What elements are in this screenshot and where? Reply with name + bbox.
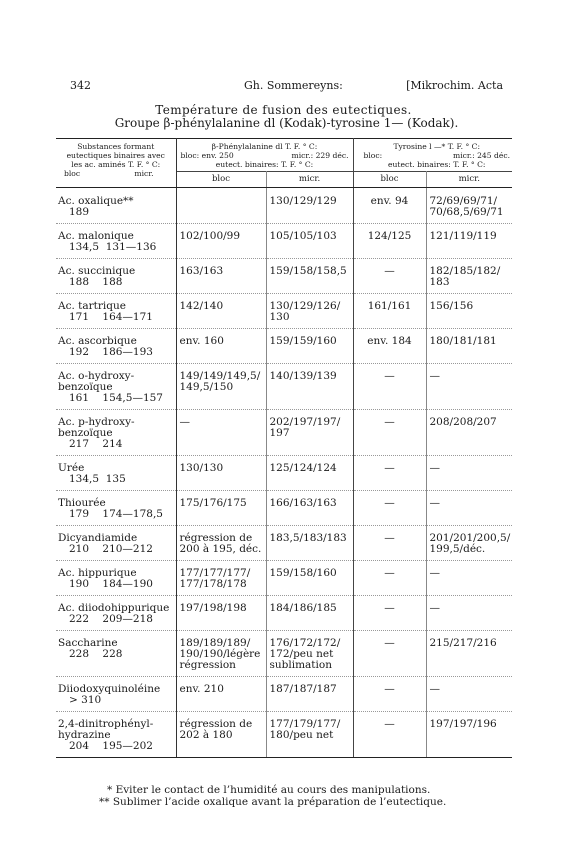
substance-name: Ac. succinique <box>58 265 136 277</box>
substance-temps: 204 195—202 <box>69 740 153 752</box>
substance-temps: 228 228 <box>69 648 123 660</box>
table-row <box>56 561 512 596</box>
substance-temps: 179 174—178,5 <box>69 508 163 520</box>
substance-temps: 188 188 <box>69 276 123 288</box>
phenylalanine-bloc-value: env. 210 <box>176 677 266 712</box>
phenylalanine-micr-value: 183,5/183/183 <box>266 526 353 561</box>
phenylalanine-bloc-value <box>176 188 266 224</box>
substance-temps: 171 164—171 <box>69 311 153 323</box>
substance-name: benzoïque <box>58 381 113 393</box>
phenylalanine-micr-value: 159/158/160 <box>266 561 353 596</box>
tyrosine-micr-value: 121/119/119 <box>426 224 512 259</box>
table-subtitle: Groupe β-phénylalanine dl (Kodak)-tyrosine 1— (Kodak). <box>114 116 459 130</box>
phenylalanine-bloc-value: — <box>176 410 266 456</box>
substance-name: Ac. malonique <box>58 230 134 242</box>
substance-name: hydrazine <box>58 729 111 741</box>
tyrosine-bloc-value: — <box>353 410 426 456</box>
running-author: Gh. Sommereyns: <box>244 79 343 92</box>
tyrosine-bloc-value: env. 94 <box>353 188 426 224</box>
substance-temps: 210 210—212 <box>69 543 153 555</box>
page-number: 342 <box>70 79 91 92</box>
table-row <box>56 677 512 712</box>
table-row <box>56 526 512 561</box>
tyrosine-bloc-value: 124/125 <box>353 224 426 259</box>
phenylalanine-bloc-value: env. 160 <box>176 329 266 364</box>
phenylalanine-eutect: eutect. binaires: T. F. ° C: <box>215 160 314 169</box>
table-row <box>56 364 512 410</box>
substance-cell <box>56 712 176 758</box>
tyrosine-bloc-value: env. 184 <box>353 329 426 364</box>
substance-cell <box>56 561 176 596</box>
phenylalanine-bloc-value: 102/100/99 <box>176 224 266 259</box>
tyrosine-micr-value: — <box>426 677 512 712</box>
substance-temps: 134,5 131—136 <box>69 241 157 253</box>
phenylalanine-bloc-value: 197/198/198 <box>176 596 266 631</box>
phenylalanine-micr-value: 159/158/158,5 <box>266 259 353 294</box>
substances-header-subcols <box>56 169 176 178</box>
tyrosine-eutect: eutect. binaires: T. F. ° C: <box>388 160 486 169</box>
phenylalanine-bloc-value: 142/140 <box>176 294 266 329</box>
substance-cell <box>56 410 176 456</box>
substance-cell <box>56 188 176 224</box>
tyrosine-header <box>353 139 512 172</box>
tyrosine-micr-value: 197/197/196 <box>426 712 512 758</box>
substance-name: Urée <box>58 462 85 474</box>
substance-name: Ac. diiodohippurique <box>58 602 170 614</box>
eutectic-table <box>56 138 512 758</box>
bloc-label: bloc <box>64 169 81 178</box>
phenylalanine-bloc-value: 189/189/189/ 190/190/légère régression <box>176 631 266 677</box>
running-header <box>70 79 503 93</box>
tyrosine-micr-value: — <box>426 364 512 410</box>
table-row <box>56 259 512 294</box>
phenylalanine-micr: micr.: 229 déc. <box>291 151 349 160</box>
phenylalanine-bloc-value: 177/177/177/ 177/178/178 <box>176 561 266 596</box>
tyrosine-bloc-value: — <box>353 364 426 410</box>
phenylalanine-micr-value: 159/159/160 <box>266 329 353 364</box>
phenylalanine-bloc-value: régression de 202 à 180 <box>176 712 266 758</box>
tyrosine-bloc-value: — <box>353 712 426 758</box>
substance-name: Ac. tartrique <box>58 300 126 312</box>
phenylalanine-micr-value: 184/186/185 <box>266 596 353 631</box>
substance-cell <box>56 294 176 329</box>
table-row <box>56 224 512 259</box>
substance-cell <box>56 631 176 677</box>
tyrosine-bloc-value: — <box>353 259 426 294</box>
substance-name: Ac. p-hydroxy- <box>58 416 135 428</box>
table-row <box>56 596 512 631</box>
table-row <box>56 631 512 677</box>
tyrosine-micr-value: 72/69/69/71/ 70/68,5/69/71 <box>429 195 504 218</box>
substance-name: 2,4-dinitrophényl- <box>58 718 154 730</box>
tyrosine-micr-value: — <box>426 561 512 596</box>
tyrosine-bloc-value: — <box>353 631 426 677</box>
tyrosine-bloc: bloc: <box>363 151 383 160</box>
footnote: ** Sublimer l’acide oxalique avant la préparation de l’eutectique. <box>99 796 447 808</box>
tyrosine-micr-value: — <box>426 596 512 631</box>
table-body <box>56 188 512 758</box>
tyrosine-bloc-value: — <box>353 596 426 631</box>
phenylalanine-micr-value: 166/163/163 <box>266 491 353 526</box>
substance-temps: 134,5 135 <box>69 473 126 485</box>
phenylalanine-bloc: bloc: env. 250 <box>180 151 234 160</box>
substance-name: Dicyandiamide <box>58 532 138 544</box>
phenylalanine-bloc-value: 163/163 <box>176 259 266 294</box>
phenylalanine-micr-value: 130/129/126/ 130 <box>266 294 353 329</box>
tyrosine-bloc-value: — <box>353 526 426 561</box>
tyrosine-bloc-value: — <box>353 456 426 491</box>
substances-header-line: eutectiques binaires avec <box>66 151 165 160</box>
substances-header-line: Substances formant <box>77 142 155 151</box>
phenylalanine-micr-value: 202/197/197/ 197 <box>266 410 353 456</box>
subheader-bloc: bloc <box>353 172 426 188</box>
substance-cell <box>56 596 176 631</box>
substance-name: Ac. oxalique** <box>58 195 134 207</box>
substance-temps: 217 214 <box>69 438 123 450</box>
substance-cell <box>56 364 176 410</box>
phenylalanine-points <box>181 151 349 160</box>
substance-name: Thiourée <box>58 497 106 509</box>
phenylalanine-bloc-value: 149/149/149,5/ 149,5/150 <box>176 364 266 410</box>
table-header-row <box>56 139 512 172</box>
tyrosine-micr-value: 208/208/207 <box>426 410 512 456</box>
substance-cell <box>56 456 176 491</box>
table-row <box>56 456 512 491</box>
substance-name: Ac. ascorbique <box>58 335 137 347</box>
substance-temps: 190 184—190 <box>69 578 153 590</box>
phenylalanine-bloc-value: 175/176/175 <box>176 491 266 526</box>
substance-name: Diiodoxyquinoléine <box>58 683 161 695</box>
phenylalanine-micr-value: 140/139/139 <box>266 364 353 410</box>
tyrosine-micr-value: — <box>426 491 512 526</box>
substance-temps: 189 <box>69 206 90 218</box>
tyrosine-bloc-value: — <box>353 677 426 712</box>
subheader-micr: micr. <box>426 172 512 188</box>
substance-name: Ac. o-hydroxy- <box>58 370 135 382</box>
substances-header-line: les ac. aminés T. F. ° C: <box>71 160 161 169</box>
substance-cell <box>56 224 176 259</box>
tyrosine-micr: micr.: 245 déc. <box>453 151 510 160</box>
table-row <box>56 712 512 758</box>
footnote: * Eviter le contact de l’humidité au cours des manipulations. <box>107 784 431 796</box>
table-row <box>56 410 512 456</box>
subheader-micr: micr. <box>266 172 353 188</box>
tyrosine-micr-value: 156/156 <box>426 294 512 329</box>
tyrosine-micr-value: 201/201/200,5/ 199,5/déc. <box>426 526 512 561</box>
substance-temps: 161 154,5—157 <box>69 392 163 404</box>
tyrosine-bloc-value: 161/161 <box>353 294 426 329</box>
substance-cell <box>56 329 176 364</box>
table-row <box>56 188 512 224</box>
tyrosine-title: Tyrosine l —* T. F. ° C: <box>393 142 481 151</box>
substance-name: Saccharine <box>58 637 118 649</box>
substance-name: Ac. hippurique <box>58 567 137 579</box>
phenylalanine-header <box>176 139 353 172</box>
substance-temps: > 310 <box>69 694 102 706</box>
tyrosine-bloc-value: — <box>353 491 426 526</box>
tyrosine-bloc-value: — <box>353 561 426 596</box>
footnotes <box>99 784 446 808</box>
table-row <box>56 294 512 329</box>
phenylalanine-micr-value: 187/187/187 <box>266 677 353 712</box>
substance-cell <box>56 677 176 712</box>
tyrosine-micr-value: 180/181/181 <box>426 329 512 364</box>
tyrosine-micr-value: — <box>426 456 512 491</box>
micr-label: micr. <box>134 169 154 178</box>
substances-header <box>56 139 176 188</box>
substance-cell <box>56 491 176 526</box>
table-row <box>56 491 512 526</box>
substance-temps: 192 186—193 <box>69 346 153 358</box>
phenylalanine-micr-value: 176/172/172/ 172/peu net sublimation <box>266 631 353 677</box>
tyrosine-points <box>364 151 511 160</box>
subheader-bloc: bloc <box>176 172 266 188</box>
table-title: Température de fusion des eutectiques. <box>155 103 412 117</box>
phenylalanine-bloc-value: régression de 200 à 195, déc. <box>176 526 266 561</box>
running-journal: [Mikrochim. Acta <box>406 79 503 92</box>
tyrosine-micr-value: 215/217/216 <box>426 631 512 677</box>
phenylalanine-bloc-value: 130/130 <box>176 456 266 491</box>
tyrosine-micr-value: 182/185/182/ 183 <box>426 259 512 294</box>
phenylalanine-micr-value: 130/129/129 <box>266 188 353 224</box>
substance-temps: 222 209—218 <box>69 613 153 625</box>
phenylalanine-micr-value: 177/179/177/ 180/peu net <box>266 712 353 758</box>
table-row <box>56 329 512 364</box>
substance-name: benzoïque <box>58 427 113 439</box>
phenylalanine-title: β-Phénylalanine dl T. F. ° C: <box>211 142 318 151</box>
substance-cell <box>56 259 176 294</box>
phenylalanine-micr-value: 125/124/124 <box>266 456 353 491</box>
substance-cell <box>56 526 176 561</box>
phenylalanine-micr-value: 105/105/103 <box>266 224 353 259</box>
